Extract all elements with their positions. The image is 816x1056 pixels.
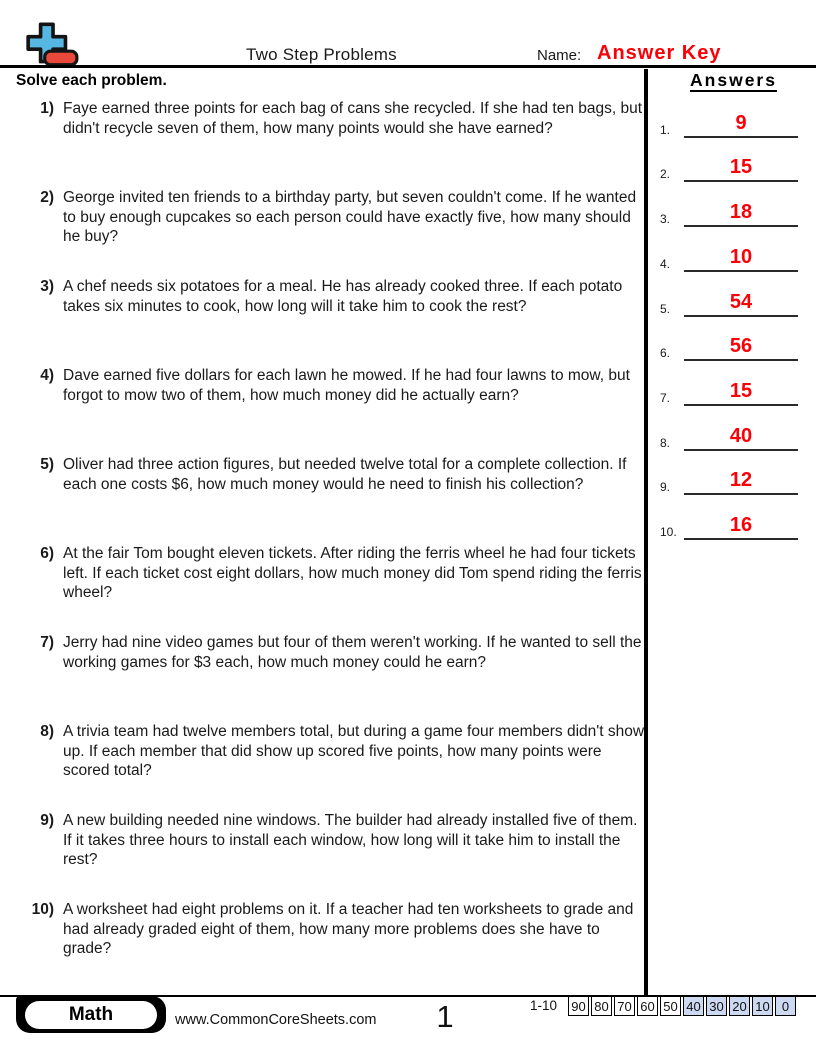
page-title: Two Step Problems (246, 45, 397, 64)
answer-value: 12 (729, 469, 753, 491)
answer-row-4 (660, 242, 806, 272)
answer-line (684, 110, 798, 138)
answer-value: 18 (729, 201, 753, 223)
problem-number: 1) (40, 100, 54, 117)
score-cell: 70 (614, 996, 635, 1016)
answer-line (684, 199, 798, 227)
problem-text: Faye earned three points for each bag of cans she recycled. If she had ten bags, but didn't recycle seven of them, how many points would she have earned? (63, 100, 643, 137)
answer-number: 3. (660, 212, 671, 226)
answer-line (684, 154, 798, 182)
problem-text: George invited ten friends to a birthday party, but seven couldn't come. If he wanted to buy enough cupcakes so each person could have exactly five, how many should he buy? (63, 189, 637, 245)
answer-value: 16 (729, 514, 753, 536)
answer-number: 4. (660, 257, 671, 271)
score-cell: 10 (752, 996, 773, 1016)
answer-number: 9. (660, 480, 671, 494)
problem-8 (16, 722, 650, 781)
problem-2 (16, 188, 650, 247)
problem-4 (16, 366, 650, 405)
score-cell: 30 (706, 996, 727, 1016)
problem-number: 4) (40, 367, 54, 384)
problem-number: 8) (40, 723, 54, 740)
score-cell: 80 (591, 996, 612, 1016)
problem-number: 7) (40, 634, 54, 651)
website-url: www.CommonCoreSheets.com (175, 1012, 377, 1028)
answer-number: 1. (660, 123, 671, 137)
problem-text: Dave earned five dollars for each lawn he mowed. If he had four lawns to mow, but forgot to mow two of them, how much money did he actually earn? (63, 367, 630, 404)
score-cell: 40 (683, 996, 704, 1016)
problem-number: 6) (40, 545, 54, 562)
answer-number: 10. (660, 525, 677, 539)
problem-text: Oliver had three action figures, but needed twelve total for a complete collection. If each one costs $6, how much money would he need to finish his collection? (63, 456, 627, 493)
problem-7 (16, 633, 650, 672)
problem-text: A chef needs six potatoes for a meal. He has already cooked three. If each potato takes six minutes to cook, how long will it take him to cook the rest? (63, 278, 623, 315)
problem-10 (16, 900, 650, 959)
answer-value: 56 (729, 335, 753, 357)
answer-line (684, 378, 798, 406)
plus-minus-icon (24, 20, 80, 70)
answer-line (684, 289, 798, 317)
instructions-text: Solve each problem. (16, 72, 167, 89)
answer-row-10 (660, 510, 806, 540)
problem-text: A worksheet had eight problems on it. If a teacher had ten worksheets to grade and had already graded eight of them, how many more problems does she have to grade? (63, 901, 634, 957)
score-cell: 60 (637, 996, 658, 1016)
answer-row-7 (660, 376, 806, 406)
answer-row-9 (660, 465, 806, 495)
answer-row-1 (660, 108, 806, 138)
answer-row-5 (660, 287, 806, 317)
answer-number: 7. (660, 391, 671, 405)
answer-value: 9 (735, 112, 747, 134)
problem-9 (16, 811, 650, 870)
answer-value: 15 (729, 156, 753, 178)
answer-line (684, 244, 798, 272)
score-table (568, 996, 796, 1016)
answer-number: 5. (660, 302, 671, 316)
answer-value: 40 (729, 425, 753, 447)
answer-line (684, 423, 798, 451)
problem-text: Jerry had nine video games but four of them weren't working. If he wanted to sell the working games for $3 each, how much money could he earn? (63, 634, 642, 671)
answer-row-8 (660, 421, 806, 451)
problem-text: At the fair Tom bought eleven tickets. After riding the ferris wheel he had four tickets left. If each ticket cost eight dollars, how much money did Tom spend riding the ferris wheel? (63, 545, 642, 601)
answer-number: 6. (660, 346, 671, 360)
answer-row-3 (660, 197, 806, 227)
answer-number: 8. (660, 436, 671, 450)
answer-key-text: Answer Key (597, 42, 722, 64)
score-cell: 90 (568, 996, 589, 1016)
problem-text: A trivia team had twelve members total, but during a game four members didn't show up. If each member that did show up scored five points, how many points were scored total? (63, 723, 645, 779)
problem-number: 9) (40, 812, 54, 829)
answers-column-divider (644, 69, 648, 996)
name-label: Name: (537, 47, 582, 64)
score-cell: 50 (660, 996, 681, 1016)
answer-row-2 (660, 152, 806, 182)
score-range-label: 1-10 (530, 998, 558, 1013)
problem-number: 3) (40, 278, 54, 295)
subject-label: Math (25, 1001, 157, 1029)
score-cell: 20 (729, 996, 750, 1016)
page-number: 1 (436, 999, 454, 1034)
answer-row-6 (660, 331, 806, 361)
answer-value: 54 (729, 291, 753, 313)
problem-number: 2) (40, 189, 54, 206)
answer-line (684, 333, 798, 361)
answer-value: 15 (729, 380, 753, 402)
score-cell: 0 (775, 996, 796, 1016)
problem-text: A new building needed nine windows. The builder had already installed five of them. If it takes three hours to install each window, how long will it take him to install the rest? (63, 812, 638, 868)
problem-3 (16, 277, 650, 316)
problem-number: 5) (40, 456, 54, 473)
problem-5 (16, 455, 650, 494)
problem-6 (16, 544, 650, 603)
answer-line (684, 512, 798, 540)
answers-heading: Answers (690, 70, 777, 90)
answer-value: 10 (729, 246, 753, 268)
problem-number: 10) (31, 901, 54, 918)
header-divider (0, 65, 816, 68)
problem-1 (16, 99, 650, 138)
answer-line (684, 467, 798, 495)
subject-badge (16, 996, 166, 1033)
answer-number: 2. (660, 167, 671, 181)
